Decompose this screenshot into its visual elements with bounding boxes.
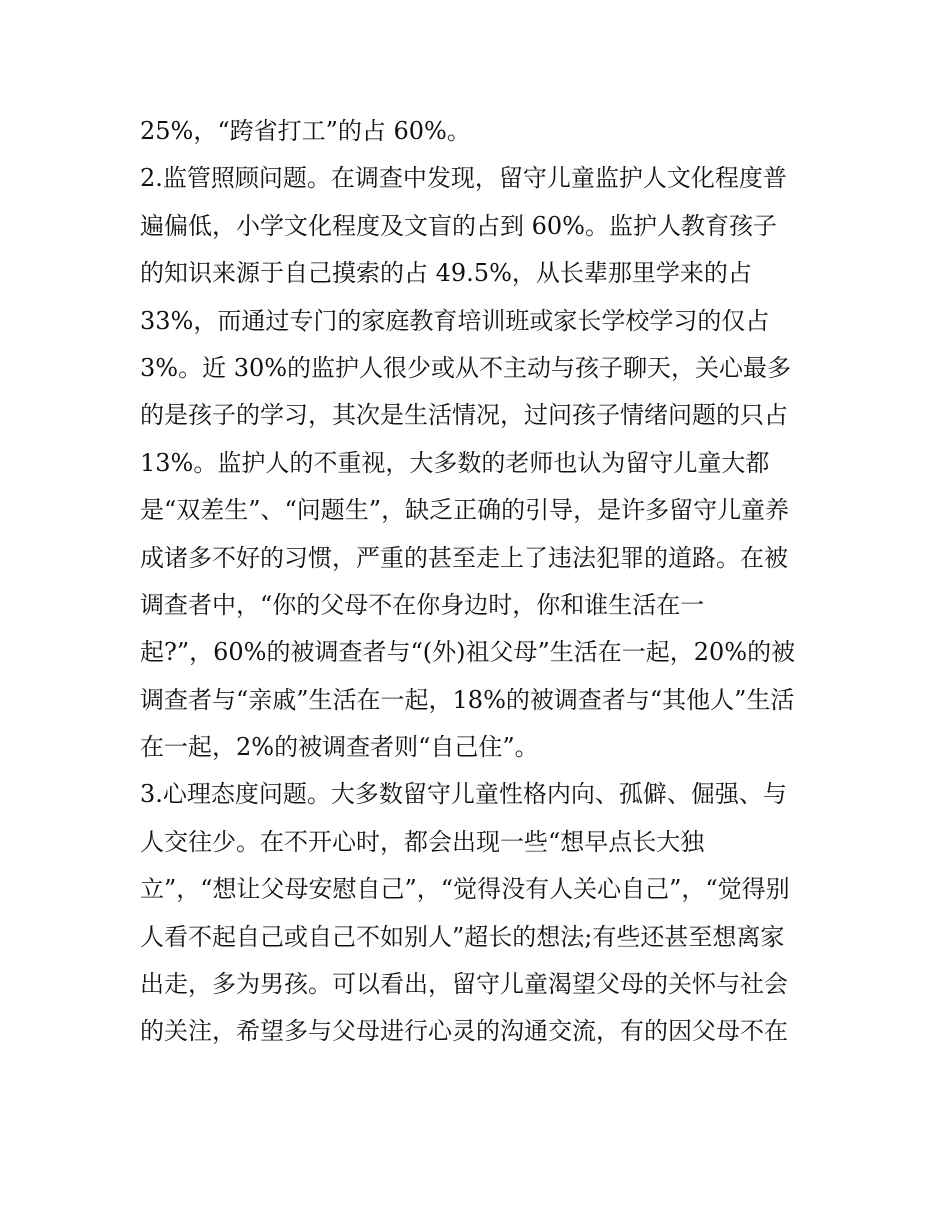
text-line: 人看不起自己或自己不如别人”超长的想法;有些还甚至想离家 xyxy=(140,922,785,951)
text-line: 的关注，希望多与父母进行心灵的沟通交流，有的因父母不在 xyxy=(140,1017,788,1046)
text-line: 2.监管照顾问题。在调查中发现，留守儿童监护人文化程度普 xyxy=(140,164,787,193)
text-line: 33%，而通过专门的家庭教育培训班或家长学校学习的仅占 xyxy=(140,306,770,335)
text-line: 遍偏低，小学文化程度及文盲的占到 60%。监护人教育孩子 xyxy=(140,211,777,240)
text-line: 是“双差生”、“问题生”，缺乏正确的引导，是许多留守儿童养 xyxy=(140,496,790,525)
text-line: 的知识来源于自己摸索的占 49.5%，从长辈那里学来的占 xyxy=(140,259,752,288)
body-text xyxy=(140,108,820,1056)
text-line: 的是孩子的学习，其次是生活情况，过问孩子情绪问题的只占 xyxy=(140,401,788,430)
text-line: 立”，“想让父母安慰自己”，“觉得没有人关心自己”，“觉得别 xyxy=(140,875,790,904)
text-line: 起?”，60%的被调查者与“(外)祖父母”生活在一起，20%的被 xyxy=(140,638,796,667)
text-line: 人交往少。在不开心时，都会出现一些“想早点长大独 xyxy=(140,827,705,856)
text-line: 调查者中，“你的父母不在你身边时，你和谁生活在一 xyxy=(140,590,705,619)
text-line: 出走，多为男孩。可以看出，留守儿童渴望父母的关怀与社会 xyxy=(140,970,788,999)
text-line: 调查者与“亲戚”生活在一起，18%的被调查者与“其他人”生活 xyxy=(140,685,795,714)
text-line: 成诸多不好的习惯，严重的甚至走上了违法犯罪的道路。在被 xyxy=(140,543,788,572)
text-line: 25%，“跨省打工”的占 60%。 xyxy=(140,117,471,145)
text-line: 3.心理态度问题。大多数留守儿童性格内向、孤僻、倔强、与 xyxy=(140,780,787,809)
text-line: 在一起，2%的被调查者则“自己住”。 xyxy=(140,733,539,762)
text-line: 13%。监护人的不重视，大多数的老师也认为留守儿童大都 xyxy=(140,448,770,477)
text-line: 3%。近 30%的监护人很少或从不主动与孩子聊天，关心最多 xyxy=(140,353,792,382)
